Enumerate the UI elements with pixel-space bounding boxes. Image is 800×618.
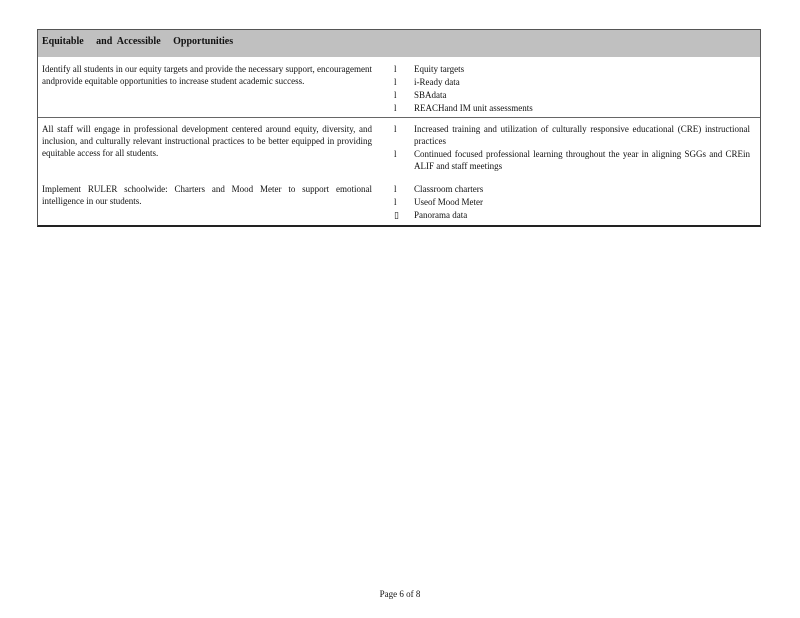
measure-text: Classroom charters [414, 184, 484, 194]
strategy-text: All staff will engage in professional development centered around equity, diversity, and inclusion, and culturally relevant instructional practices to be better equipped in providing equitable access for all students. [42, 124, 372, 158]
bullet-icon: l [394, 103, 397, 113]
bullet-icon: l [394, 184, 397, 194]
bullet-icon: l [394, 124, 397, 134]
measure-item [394, 123, 750, 147]
measure-text: Increased training and utilization of culturally responsive educational (CRE) instructional practices [414, 124, 750, 146]
measure-text: Continued focused professional learning throughout the year in aligning SGGs and CREin ALIF and staff meetings [414, 149, 750, 171]
bullet-icon: l [394, 64, 397, 74]
measure-text: Useof Mood Meter [414, 197, 483, 207]
measure-item [394, 76, 750, 88]
bullet-icon: l [394, 90, 397, 100]
measure-text: Panorama data [414, 210, 468, 220]
opportunities-table [37, 29, 761, 227]
strategy-text: Implement RULER schoolwide: Charters and Mood Meter to support emotional intelligence in our students. [42, 184, 372, 206]
measure-item [394, 63, 750, 75]
bullet-icon: l [394, 149, 397, 159]
measure-item [394, 148, 750, 172]
measure-text: SBAdata [414, 90, 447, 100]
measures-list [394, 123, 750, 173]
measure-item [394, 102, 750, 114]
page-number: Page 6 of 8 [379, 589, 421, 599]
measure-text: Equity targets [414, 64, 465, 74]
row-divider [38, 117, 760, 118]
measures-list [394, 63, 750, 115]
measure-item [394, 89, 750, 101]
section-title: Equitable and Accessible Opportunities [42, 36, 234, 47]
measures-list [394, 183, 750, 222]
measure-item [394, 183, 750, 195]
strategy-text: Identify all students in our equity targets and provide the necessary support, encouragement andprovide equitable opportunities to increase student academic success. [42, 64, 372, 86]
checkbox-icon: ▯ [394, 210, 399, 220]
bullet-icon: l [394, 197, 397, 207]
bullet-icon: l [394, 77, 397, 87]
measure-text: i-Ready data [414, 77, 460, 87]
measure-text: REACHand IM unit assessments [414, 103, 533, 113]
section-header [38, 30, 760, 57]
measure-item [394, 196, 750, 208]
measure-item [394, 209, 750, 221]
